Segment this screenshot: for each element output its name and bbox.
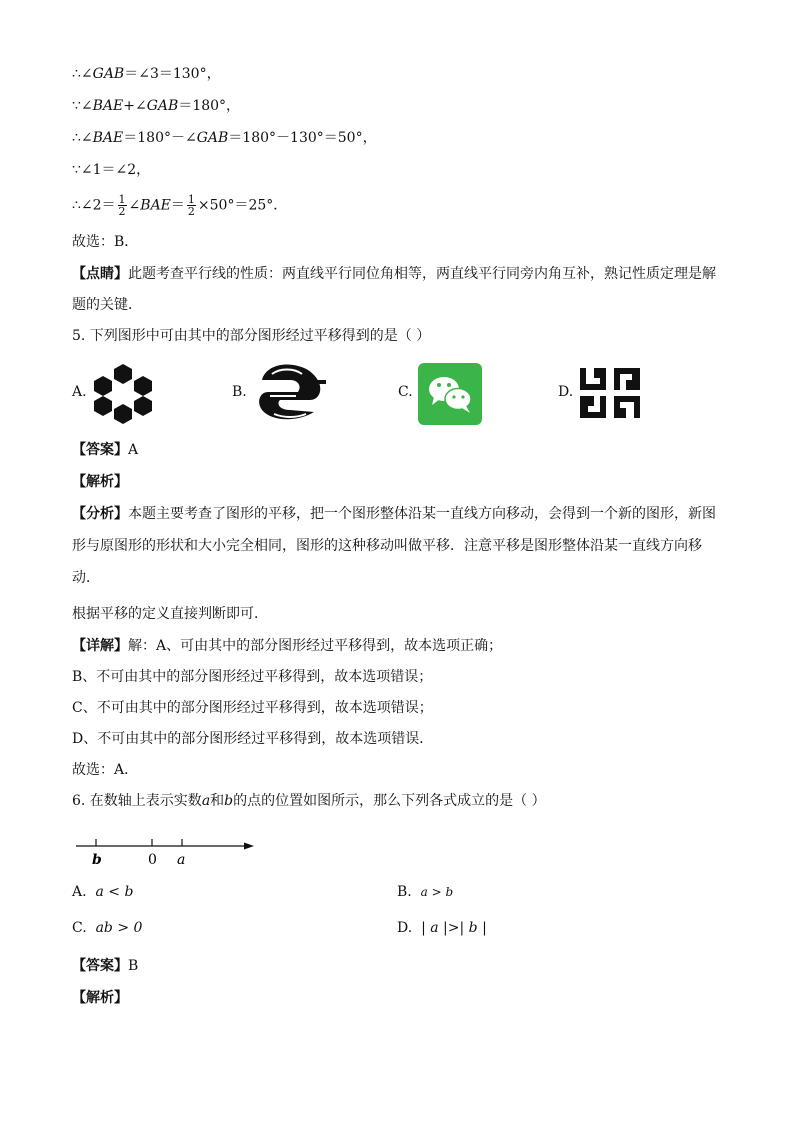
q5-detail-a bbox=[72, 636, 502, 656]
q4-choice: 故选：B． bbox=[72, 234, 139, 250]
option-expression: a > b bbox=[420, 885, 454, 899]
q6-stem bbox=[72, 791, 546, 811]
denominator: 2 bbox=[187, 205, 195, 218]
label-b: b bbox=[92, 852, 102, 868]
q5-fenxi-3: 动． bbox=[72, 570, 100, 586]
swirl-shape bbox=[259, 365, 320, 420]
option-label: D. bbox=[397, 920, 413, 936]
proof-line-4 bbox=[72, 160, 150, 180]
proof-line-5 bbox=[72, 194, 287, 217]
proof-line-3 bbox=[72, 128, 377, 148]
option-label: B. bbox=[397, 884, 412, 900]
option-expression: ab > 0 bbox=[95, 920, 143, 936]
q6-option-c bbox=[72, 920, 142, 936]
maze-pattern-figure bbox=[578, 366, 642, 420]
text: ＝180°－130°＝50°， bbox=[228, 130, 377, 146]
var: GAB bbox=[92, 66, 125, 82]
var: a bbox=[201, 793, 211, 809]
answer-value: B bbox=[128, 958, 139, 974]
q4-comment-1 bbox=[72, 264, 716, 284]
var: BAE bbox=[92, 98, 124, 114]
eye-dot bbox=[461, 395, 464, 398]
denominator: 2 bbox=[118, 205, 126, 218]
var: GAB bbox=[196, 130, 229, 146]
q6-option-a bbox=[72, 884, 133, 900]
q5-fenxi-1 bbox=[72, 504, 716, 524]
text: 的点的位置如图所示，那么下列各式成立的是（ ） bbox=[233, 793, 546, 809]
wechat-icon bbox=[418, 363, 482, 425]
detail-tag: 【详解】 bbox=[72, 638, 128, 654]
text: 此题考查平行线的性质：两直线平行同位角相等，两直线平行同旁内角互补，熟记性质定理是解 bbox=[128, 266, 716, 282]
var: BAE bbox=[92, 130, 124, 146]
var: b bbox=[224, 793, 234, 809]
numerator: 1 bbox=[187, 193, 195, 206]
hexagon bbox=[94, 376, 112, 396]
text: ＝ bbox=[170, 197, 185, 214]
option-expression: a < b bbox=[95, 884, 134, 900]
eye-dot bbox=[452, 395, 455, 398]
q6-option-d bbox=[397, 920, 487, 936]
text: ×50°＝25°． bbox=[197, 197, 288, 214]
q5-option-a-label: A. bbox=[72, 384, 87, 400]
q6-option-b bbox=[397, 884, 453, 900]
text: ∴∠2＝ bbox=[72, 197, 116, 214]
text: ∵∠1＝∠2， bbox=[72, 162, 151, 178]
var: BAE bbox=[140, 197, 171, 214]
numerator: 1 bbox=[118, 193, 126, 206]
maze-block bbox=[614, 396, 640, 418]
q5-answer bbox=[72, 440, 138, 460]
option-label: A. bbox=[72, 884, 87, 900]
label-a: a bbox=[177, 852, 186, 868]
text: ＝180°， bbox=[178, 98, 241, 114]
answer-tag: 【答案】 bbox=[72, 442, 128, 458]
text: 6. 在数轴上表示实数 bbox=[72, 793, 202, 809]
text: ∠ bbox=[128, 197, 141, 214]
text: +∠ bbox=[123, 98, 147, 114]
text: ∴∠ bbox=[72, 130, 93, 146]
q5-detail-c: C、不可由其中的部分图形经过平移得到，故本选项错误； bbox=[72, 700, 433, 716]
q6-answer bbox=[72, 956, 138, 976]
answer-tag: 【答案】 bbox=[72, 958, 128, 974]
proof-line-1 bbox=[72, 64, 221, 84]
hexagon bbox=[114, 364, 132, 384]
q6-analysis-tag: 【解析】 bbox=[72, 990, 128, 1006]
q5-detail-d: D、不可由其中的部分图形经过平移得到，故本选项错误． bbox=[72, 731, 434, 747]
text: 本题主要考查了图形的平移，把一个图形整体沿某一直线方向移动，会得到一个新的图形，新图 bbox=[128, 506, 716, 522]
maze-block bbox=[580, 368, 606, 390]
eye-dot bbox=[447, 383, 451, 387]
text: ＝∠3＝130°， bbox=[124, 66, 221, 82]
comment-tag: 【点睛】 bbox=[72, 266, 128, 282]
q5-analysis-tag: 【解析】 bbox=[72, 474, 128, 490]
hexagon bbox=[134, 396, 152, 416]
answer-value: A bbox=[128, 442, 139, 458]
q5-option-d-label: D. bbox=[558, 384, 574, 400]
q5-method: 根据平移的定义直接判断即可． bbox=[72, 606, 268, 622]
swirl-bar bbox=[306, 380, 326, 384]
option-label: C. bbox=[72, 920, 87, 936]
hexagon bbox=[134, 376, 152, 396]
q5-choice: 故选：A． bbox=[72, 762, 139, 778]
q5-fenxi-2: 形与原图形的形状和大小完全相同，图形的这种移动叫做平移．注意平移是图形整体沿某一直线方向移 bbox=[72, 538, 702, 554]
option-expression: | a |>| b | bbox=[421, 920, 487, 936]
fenxi-tag: 【分析】 bbox=[72, 506, 128, 522]
text: ∴∠ bbox=[72, 66, 93, 82]
arrow-head bbox=[244, 843, 254, 850]
hexagon bbox=[94, 396, 112, 416]
q5-option-c-label: C. bbox=[398, 384, 413, 400]
text: 和 bbox=[210, 793, 225, 809]
number-line bbox=[72, 828, 262, 874]
label-zero: 0 bbox=[148, 852, 157, 868]
text: ＝180°－∠ bbox=[123, 130, 197, 146]
var: GAB bbox=[146, 98, 179, 114]
q5-option-b-label: B. bbox=[232, 384, 247, 400]
wechat-bubble-right bbox=[445, 389, 471, 410]
fraction bbox=[118, 194, 127, 217]
eye-dot bbox=[437, 383, 441, 387]
q4-comment-2: 题的关键． bbox=[72, 297, 142, 313]
text: ∵∠ bbox=[72, 98, 93, 114]
proof-line-2 bbox=[72, 96, 240, 116]
maze-block bbox=[614, 368, 640, 390]
hexagon bbox=[114, 404, 132, 424]
q5-detail-b: B、不可由其中的部分图形经过平移得到，故本选项错误； bbox=[72, 669, 433, 685]
q5-stem: 5. 下列图形中可由其中的部分图形经过平移得到的是（ ） bbox=[72, 328, 431, 344]
hexagon-figure bbox=[90, 362, 156, 424]
swirl-logo-figure bbox=[250, 362, 330, 424]
fraction bbox=[187, 194, 196, 217]
text: 解：A、可由其中的部分图形经过平移得到，故本选项正确； bbox=[128, 638, 503, 654]
maze-block bbox=[580, 396, 606, 418]
